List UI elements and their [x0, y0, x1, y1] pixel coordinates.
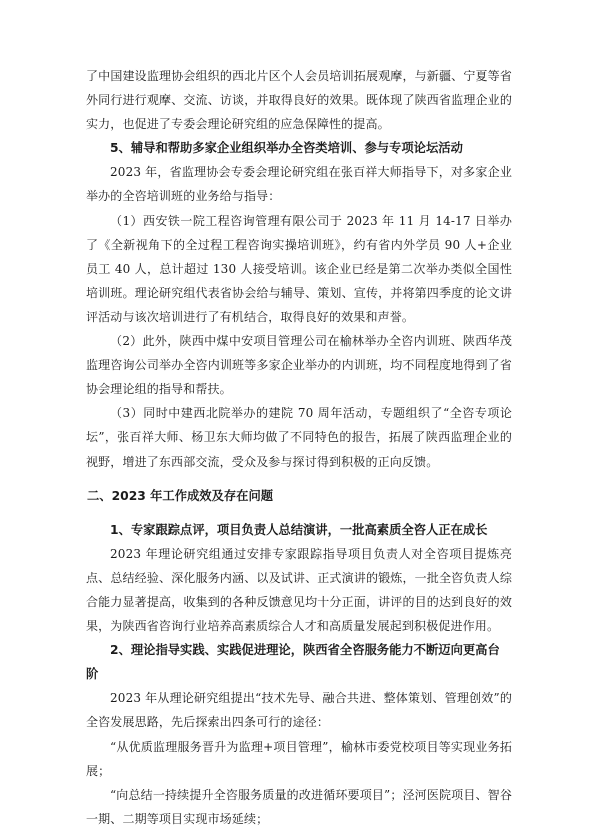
- heading-theory-practice: 2、理论指导实践、实践促进理论，陕西省全咨服务能力不断迈向更高台阶: [86, 643, 500, 682]
- paragraph-path-2: “向总结一持续提升全咨服务质量的改进循环要项目”；泾河医院项目、智谷一期、二期等项目实现市场延续；: [86, 787, 512, 826]
- paragraph-item-2: （2）此外，陕西中煤中安项目管理公司在榆林举办全咨内训班、陕西华茂监理咨询公司举办全咨内训班等多家企业举办的内训班，均不同程度地得到了省协会理论组的指导和帮扶。: [86, 334, 512, 397]
- heading-expert-review: 1、专家跟踪点评，项目负责人总结演讲，一批高素质全咨人正在成长: [110, 522, 488, 537]
- section-heading-results: 二、2023 年工作成效及存在问题: [87, 488, 274, 503]
- paragraph-path-1: “从优质监理服务晋升为监理+项目管理”，榆林市委党校项目等实现业务拓展；: [86, 739, 512, 778]
- paragraph-training-intro: 2023 年，省监理协会专委会理论研究组在张百祥大师指导下，对多家企业举办的全咨培训班的业务给与指导：: [86, 165, 512, 204]
- paragraph-item-1: （1）西安铁一院工程咨询管理有限公司于 2023 年 11 月 14-17 日举办了《全新视角下的全过程工程咨询实操培训班》，约有省内外学员 90 人+企业员工 40 人，总计超过 130 人接受培训。该企业已经是第二次举办类似全国性培训班。理论研究组代表省协会给与辅导、策划、宣传，并将第四季度的论文讲评活动与该次培训进行了有机结合，取得良好的效果和声誉。: [86, 213, 512, 324]
- paragraph-observation: 了中国建设监理协会组织的西北片区个人会员培训拓展观摩，与新疆、宁夏等省外同行进行观摩、交流、访谈，并取得良好的效果。既体现了陕西省监理企业的实力，也促进了专委会理论研究组的应急保障性的提高。: [86, 69, 512, 132]
- paragraph-expert-review: 2023 年理论研究组通过安排专家跟踪指导项目负责人对全咨项目提炼亮点、总结经验、深化服务内涵、以及试讲、正式演讲的锻炼，一批全咨负责人综合能力显著提高，收集到的各种反馈意见均十分正面，讲评的目的达到良好的效果，为陕西省咨询行业培养高素质综合人才和高质量发展起到积极促进作用。: [86, 546, 512, 634]
- paragraph-item-3: （3）同时中建西北院举办的建院 70 周年活动，专题组织了“全咨专项论坛”，张百祥大师、杨卫东大师均做了不同特色的报告，拓展了陕西监理企业的视野，增进了东西部交流，受众及参与探讨得到积极的正向反馈。: [86, 406, 512, 469]
- heading-training-forums: 5、辅导和帮助多家企业组织举办全咨类培训、参与专项论坛活动: [110, 141, 463, 156]
- paragraph-development-approach: 2023 年从理论研究组提出“技术先导、融合共进、整体策划、管理创效”的全咨发展思路，先后探索出四条可行的途径：: [86, 691, 512, 730]
